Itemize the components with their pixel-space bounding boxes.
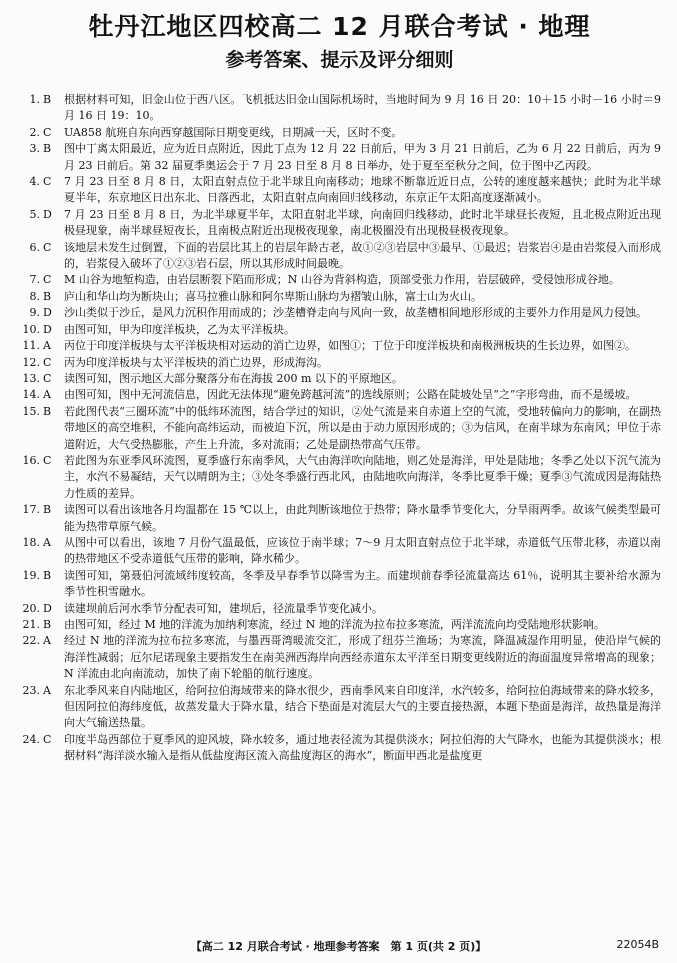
- answer-item: [18, 453, 661, 502]
- answer-explanation: 图中丁离太阳最近，应为近日点附近，因此丁点为 12 月 22 日前后，甲为 3 月 21 日前后，乙为 6 月 22 日前后，丙为 9 月 23 日前后。第 32 届夏季奥运会于 7 月 23 日至 8 月 8 日举办，处于夏至至秋分之间，位于图中乙丙段。: [64, 142, 661, 172]
- answer-explanation: 丙为印度洋板块与太平洋板块的消亡边界，形成海沟。: [64, 355, 328, 369]
- question-number: 15.: [22, 404, 40, 418]
- answer-letter: B: [43, 404, 52, 418]
- answer-item: [18, 617, 661, 633]
- answer-letter: A: [43, 683, 51, 697]
- answer-explanation: 东北季风来自内陆地区，给阿拉伯海域带来的降水很少，西南季风来自印度洋，水汽较多，给阿拉伯海域带来的降水较多，但因阿拉伯海纬度低，故蒸发量大于降水量，结合下垫面是对流层大气的主要直接热源，本题下垫面是海洋，故热量是海洋向大气输送热量。: [64, 683, 661, 730]
- question-number: 3.: [29, 142, 40, 156]
- answer-item: [18, 732, 661, 765]
- question-number: 12.: [22, 355, 40, 369]
- answer-item: [18, 141, 661, 174]
- answer-item: [18, 535, 661, 568]
- answer-letter: C: [43, 175, 52, 189]
- question-number: 18.: [22, 535, 40, 549]
- answer-letter: B: [43, 618, 52, 631]
- answer-item: [18, 502, 661, 535]
- answer-explanation: 根据材料可知，旧金山位于西八区。飞机抵达旧金山国际机场时，当地时间为 9 月 16 日 20：10＋15 小时－16 小时＝9 月 16 日 19：10。: [64, 93, 661, 123]
- answer-explanation: 读图可以看出该地各月均温都在 15 ℃以上，由此判断该地位于热带；降水量季节变化大，分旱雨两季。故该气候类型最可能为热带草原气候。: [64, 503, 661, 533]
- question-number: 7.: [29, 273, 40, 287]
- answer-item: [18, 174, 661, 207]
- answer-letter: A: [43, 388, 51, 402]
- answer-letter: C: [43, 273, 52, 287]
- question-number: 23.: [22, 683, 40, 697]
- answer-explanation: 经过 N 地的洋流为拉布拉多寒流，与墨西哥湾暖流交汇，形成了纽芬兰渔场；为寒流，降温减湿作用明显，使沿岸气候的海洋性减弱；厄尔尼诺现象主要指发生在南美洲西海岸向西经赤道东太平洋至日期变更线附近的海面温度异常增高的现象；N 洋流由北向南流动，加快了南下轮船的航行速度。: [64, 634, 661, 681]
- answer-explanation: 沙山类似于沙丘，是风力沉积作用而成的；沙垄槽脊走向与风向一致，故垄槽相间地形形成的主要外力作用是风力侵蚀。: [64, 306, 647, 320]
- question-number: 11.: [22, 339, 40, 353]
- answer-explanation: 庐山和华山均为断块山；喜马拉雅山脉和阿尔卑斯山脉均为褶皱山脉，富士山为火山。: [64, 289, 482, 303]
- question-number: 19.: [22, 568, 40, 582]
- answer-item: [18, 240, 661, 273]
- question-number: 22.: [22, 634, 40, 648]
- question-number: 17.: [22, 503, 40, 517]
- question-number: 9.: [29, 306, 40, 320]
- answer-letter: D: [43, 306, 52, 320]
- answer-letter: B: [43, 503, 52, 517]
- question-number: 1.: [29, 93, 40, 106]
- answer-item: [18, 322, 661, 338]
- answer-explanation: M 山谷为地堑构造，由岩层断裂下陷而形成；N 山谷为背斜构造，顶部受张力作用，岩层破碎，受侵蚀形成谷地。: [64, 273, 620, 287]
- answer-letter: A: [43, 339, 51, 353]
- answer-letter: C: [43, 732, 52, 746]
- answer-explanation: 由图可知，经过 M 地的洋流为加纳利寒流，经过 N 地的洋流为拉布拉多寒流，两洋流流向均受陆地形状影响。: [64, 618, 605, 631]
- answer-letter: C: [43, 355, 52, 369]
- answer-explanation: 读图可知，图示地区大部分聚落分布在海拔 200 m 以下的平原地区。: [64, 371, 403, 385]
- question-number: 5.: [29, 207, 40, 221]
- answer-item: [18, 568, 661, 601]
- page-title: 牡丹江地区四校高二 12 月联合考试 · 地理: [88, 12, 591, 41]
- answer-explanation: 从图中可以看出，该地 7 月份气温最低，应该位于南半球；7～9 月太阳直射点位于北半球，赤道低气压带北移，赤道以南的热带地区不受赤道低气压带的影响，降水稀少。: [64, 535, 661, 566]
- answer-item: [18, 387, 661, 403]
- answer-explanation: 读图可知，第聂伯河流域纬度较高，冬季及早春季节以降雪为主。而建坝前春季径流量高达 61％，说明其主要补给水源为季节性积雪融水。: [64, 568, 661, 599]
- answer-item: [18, 683, 661, 732]
- answer-item: [18, 207, 661, 240]
- answer-explanation: 读建坝前后河水季节分配表可知，建坝后，径流量季节变化减小。: [64, 601, 383, 615]
- answer-letter: D: [43, 322, 52, 336]
- answer-explanation: 由图可知，甲为印度洋板块，乙为太平洋板块。: [64, 322, 295, 336]
- answer-letter: A: [43, 535, 51, 549]
- answer-explanation: 7 月 23 日至 8 月 8 日，为北半球夏半年，太阳直射北半球，向南回归线移动，此时北半球昼长夜短，且北极点附近出现极昼现象，南半球昼短夜长，且南极点附近出现极夜现象，南北极圈没有出现极昼极夜现象。: [64, 207, 661, 238]
- answer-explanation: 丙位于印度洋板块与太平洋板块相对运动的消亡边界，如图①；丁位于印度洋板块和南极洲板块的生长边界，如图②。: [64, 339, 636, 353]
- question-number: 16.: [22, 453, 40, 467]
- question-number: 21.: [22, 618, 40, 631]
- page-footer: 【高二 12 月联合考试 · 地理参考答案 第 1 页(共 2 页)】: [190, 940, 487, 953]
- answer-item: [18, 601, 661, 617]
- question-number: 24.: [22, 732, 40, 746]
- question-number: 20.: [22, 601, 40, 615]
- question-number: 2.: [29, 125, 40, 139]
- answer-explanation: 若此图代表“三圈环流”中的低纬环流图，结合学过的知识，②处气流是来自赤道上空的气流，受地转偏向力的影响，在副热带地区的高空堆积，不能向高纬运动，而被迫下沉，所以是由于动力原因形成的；③为信风，在南半球为东南风；甲位于赤道附近，大气受热膨胀，产生上升流，多对流雨；乙处是副热带高气压带。: [64, 404, 661, 451]
- answer-letter: B: [43, 568, 52, 582]
- answer-letter: B: [43, 142, 52, 156]
- answer-list: [18, 92, 661, 765]
- document-code: 22054B: [616, 938, 659, 951]
- answer-item: [18, 404, 661, 453]
- answer-letter: A: [43, 634, 51, 648]
- answer-letter: C: [43, 371, 52, 385]
- page-subtitle: 参考答案、提示及评分细则: [225, 49, 454, 71]
- answer-item: [18, 289, 661, 305]
- question-number: 14.: [22, 388, 40, 402]
- answer-letter: C: [43, 125, 52, 139]
- answer-explanation: 7 月 23 日至 8 月 8 日，太阳直射点位于北半球且向南移动；地球不断靠近近日点，公转的速度越来越快；此时为北半球夏半年，东京地区日出东北、日落西北，太阳直射点向南回归线移动，东京正午太阳高度逐渐减小。: [64, 175, 661, 205]
- answer-item: [18, 305, 661, 321]
- answer-item: [18, 272, 661, 288]
- answer-explanation: 印度半岛西部位于夏季风的迎风坡，降水较多，通过地表径流为其提供淡水；阿拉伯海的大气降水，也能为其提供淡水；根据材料“海洋淡水输入是指从低盐度海区流入高盐度海区的海水”，断面甲西北是盐度更: [64, 732, 661, 763]
- question-number: 6.: [29, 240, 40, 254]
- answer-explanation: 该地层未发生过倒置，下面的岩层比其上的岩层年龄古老，故①②③岩层中③最早、①最迟；岩浆岩④是由岩浆侵入而形成的，岩浆侵入破坏了①②③岩石层，所以其形成时间最晚。: [64, 240, 661, 271]
- answer-letter: D: [43, 601, 52, 615]
- answer-item: [18, 371, 661, 387]
- answer-item: [18, 355, 661, 371]
- answer-item: [18, 633, 661, 682]
- question-number: 8.: [29, 289, 40, 303]
- answer-explanation: 若此图为东亚季风环流图，夏季盛行东南季风，大气由海洋吹向陆地，则乙处是海洋，甲处是陆地；冬季乙处以下沉气流为主，水汽不易凝结，天气以晴朗为主；③处冬季盛行西北风，由陆地吹向海洋，冬季比夏季干燥；夏季③气流成因是海陆热力性质的差异。: [64, 453, 661, 500]
- answer-letter: B: [43, 93, 52, 106]
- answer-item: [18, 125, 661, 141]
- answer-letter: B: [43, 289, 52, 303]
- question-number: 13.: [22, 371, 40, 385]
- answer-letter: C: [43, 453, 52, 467]
- question-number: 4.: [29, 175, 40, 189]
- answer-explanation: 由图可知，图中无河流信息，因此无法体现“避免跨越河流”的选线原则；公路在陡坡处呈“之”字形弯曲，而不是缓坡。: [64, 388, 637, 402]
- answer-explanation: UA858 航班自东向西穿越国际日期变更线，日期减一天，区时不变。: [64, 125, 403, 139]
- answer-letter: C: [43, 240, 52, 254]
- answer-letter: D: [43, 207, 52, 221]
- question-number: 10.: [22, 322, 40, 336]
- answer-item: [18, 338, 661, 354]
- answer-item: [18, 92, 661, 125]
